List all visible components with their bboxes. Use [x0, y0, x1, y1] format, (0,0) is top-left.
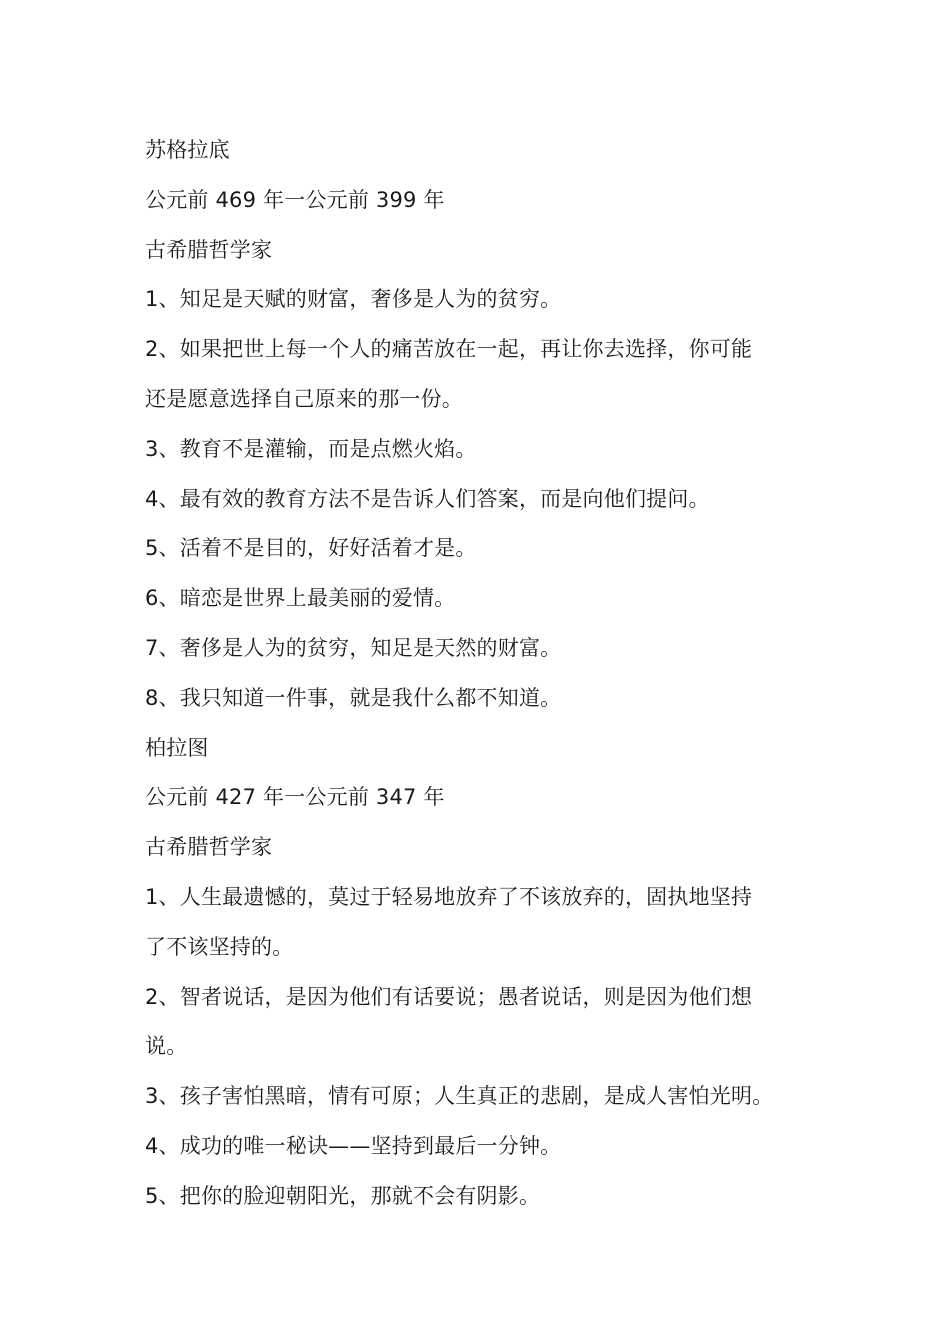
- philosopher-name: 柏拉图: [145, 735, 209, 760]
- philosopher-name: 苏格拉底: [145, 138, 230, 162]
- quote-line: 2、如果把世上每一个人的痛苦放在一起，再让你去选择，你可能: [145, 337, 753, 362]
- quote-line: 还是愿意选择自己原来的那一份。: [145, 386, 463, 411]
- quote-line: 8、我只知道一件事，就是我什么都不知道。: [145, 685, 562, 710]
- quote-line: 了不该坚持的。: [145, 934, 294, 959]
- quote-line: 6、暗恋是世界上最美丽的爱情。: [145, 586, 456, 611]
- quote-line: 4、成功的唯一秘诀——坚持到最后一分钟。: [145, 1133, 562, 1158]
- philosopher-dates: 公元前 427 年一公元前 347 年: [145, 785, 445, 810]
- quote-line: 5、把你的脸迎朝阳光，那就不会有阴影。: [145, 1183, 541, 1208]
- quote-line: 2、智者说话，是因为他们有话要说；愚者说话，则是因为他们想: [145, 984, 753, 1009]
- quote-line: 3、教育不是灌输，而是点燃火焰。: [145, 436, 477, 461]
- philosopher-role: 古希腊哲学家: [145, 835, 273, 860]
- quote-line: 1、人生最遗憾的，莫过于轻易地放弃了不该放弃的，固执地坚持: [145, 884, 753, 909]
- philosopher-role: 古希腊哲学家: [145, 237, 273, 262]
- quote-line: 说。: [145, 1034, 188, 1059]
- quote-line: 7、奢侈是人为的贫穷，知足是天然的财富。: [145, 635, 562, 660]
- philosopher-dates: 公元前 469 年一公元前 399 年: [145, 187, 445, 212]
- quote-line: 3、孩子害怕黑暗，情有可原；人生真正的悲剧，是成人害怕光明。: [145, 1084, 774, 1109]
- document-body: [145, 126, 835, 1222]
- quote-line: 5、活着不是目的，好好活着才是。: [145, 536, 477, 561]
- quote-line: 1、知足是天赋的财富，奢侈是人为的贫穷。: [145, 287, 562, 312]
- quote-line: 4、最有效的教育方法不是告诉人们答案，而是向他们提问。: [145, 486, 710, 511]
